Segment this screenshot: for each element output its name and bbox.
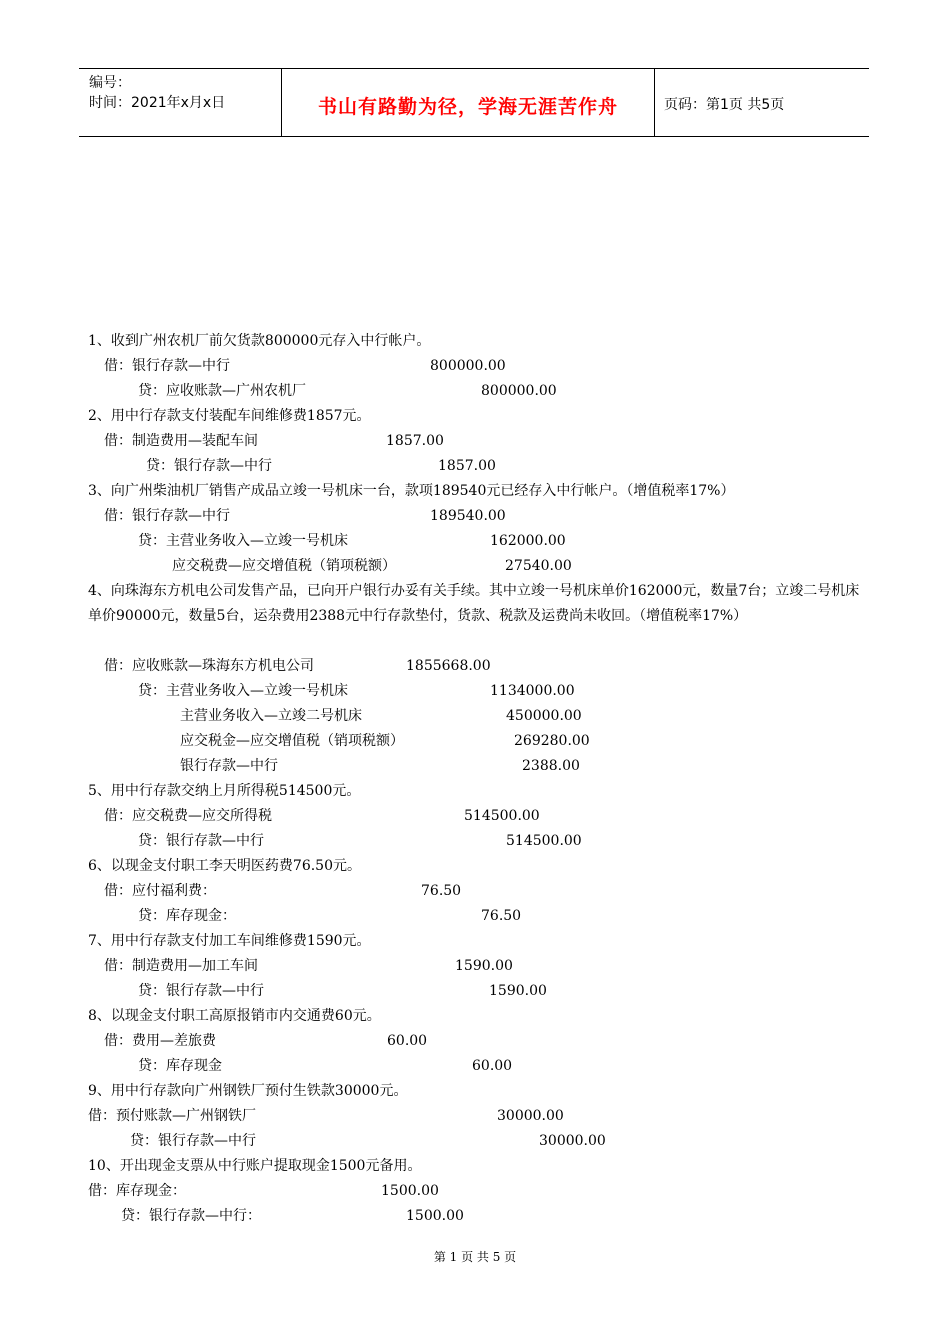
entry-debit-line: 借：费用—差旅费: [104, 1033, 216, 1049]
entry-amount: 189540.00: [430, 508, 506, 524]
entry-credit-line: 应交税费—应交增值税（销项税额）: [172, 558, 396, 574]
entry-credit-line: 贷：银行存款—中行：: [121, 1208, 261, 1224]
entry-credit-line: 贷：银行存款—中行: [138, 983, 264, 999]
entry-amount: 269280.00: [514, 733, 590, 749]
page-header: [79, 68, 869, 137]
entry-credit-line: 贷：应收账款—广州农机厂: [138, 383, 306, 399]
entry-title: 8、以现金支付职工高原报销市内交通费60元。: [88, 1008, 381, 1024]
entry-credit-line: 贷：银行存款—中行: [146, 458, 272, 474]
entry-amount: 514500.00: [506, 833, 582, 849]
entry-debit-line: 借：应付福利费：: [104, 883, 216, 899]
entry-credit-line: 贷：库存现金：: [138, 908, 236, 924]
entry-amount: 1855668.00: [406, 658, 491, 674]
entry-title: 5、用中行存款交纳上月所得税514500元。: [88, 783, 361, 799]
entry-title: 2、用中行存款支付装配车间维修费1857元。: [88, 408, 371, 424]
entry-credit-line: 贷：库存现金: [138, 1058, 222, 1074]
entry-title: 10、开出现金支票从中行账户提取现金1500元备用。: [88, 1158, 422, 1174]
entry-amount: 27540.00: [505, 558, 572, 574]
entry-amount: 1590.00: [489, 983, 547, 999]
entry-credit-line: 应交税金—应交增值税（销项税额）: [180, 733, 404, 749]
entry-credit-line: 银行存款—中行: [180, 758, 278, 774]
header-left-cell: [79, 69, 281, 136]
document-number-label: 编号：: [89, 75, 131, 91]
entry-title: 4、向珠海东方机电公司发售产品，已向开户银行办妥有关手续。其中立竣一号机床单价162000元，数量7台；立竣二号机床单价90000元，数量5台，运杂费用2388元中行存款垫付，货款、税款及运费尚未收回。（增值税率17%）: [88, 583, 860, 624]
entry-title: 6、以现金支付职工李天明医药费76.50元。: [88, 858, 361, 874]
entry-debit-line: 借：银行存款—中行: [104, 508, 230, 524]
entry-debit-line: 借：应交税费—应交所得税: [104, 808, 272, 824]
entry-credit-line: 贷：主营业务收入—立竣一号机床: [138, 533, 348, 549]
header-motto: 书山有路勤为径，学海无涯苦作舟: [317, 96, 618, 118]
entry-credit-line: 贷：银行存款—中行: [130, 1133, 256, 1149]
entry-amount: 1857.00: [386, 433, 444, 449]
entry-amount: 2388.00: [522, 758, 580, 774]
header-center-cell: [281, 69, 655, 136]
entry-amount: 1134000.00: [490, 683, 575, 699]
entry-debit-line: 借：应收账款—珠海东方机电公司: [104, 658, 314, 674]
entry-credit-line: 贷：主营业务收入—立竣一号机床: [138, 683, 348, 699]
entry-amount: 1500.00: [406, 1208, 464, 1224]
entry-credit-line: 贷：银行存款—中行: [138, 833, 264, 849]
entry-title: 9、用中行存款向广州钢铁厂预付生铁款30000元。: [88, 1083, 408, 1099]
entry-credit-line: 主营业务收入—立竣二号机床: [180, 708, 362, 724]
entry-amount: 60.00: [472, 1058, 513, 1074]
header-right-cell: [654, 69, 869, 136]
entry-title: 7、用中行存款支付加工车间维修费1590元。: [88, 933, 371, 949]
entry-amount: 1857.00: [438, 458, 496, 474]
entry-amount: 1500.00: [381, 1183, 439, 1199]
entry-title: 3、向广州柴油机厂销售产成品立竣一号机床一台，款项189540元已经存入中行帐户。（增值税率17%）: [88, 483, 735, 499]
entry-debit-line: 借：库存现金：: [88, 1183, 186, 1199]
document-date-label: 时间：2021年x月x日: [89, 95, 226, 111]
entry-amount: 76.50: [421, 883, 462, 899]
entry-amount: 30000.00: [539, 1133, 606, 1149]
entry-amount: 1590.00: [455, 958, 513, 974]
header-page-label: 页码：第1页 共5页: [664, 97, 785, 113]
entry-amount: 76.50: [481, 908, 522, 924]
page-footer: 第 1 页 共 5 页: [433, 1250, 517, 1264]
entry-debit-line: 借：制造费用—装配车间: [104, 433, 258, 449]
entry-title: 1、收到广州农机厂前欠货款800000元存入中行帐户。: [88, 333, 431, 349]
entry-amount: 450000.00: [506, 708, 582, 724]
entry-amount: 514500.00: [464, 808, 540, 824]
entry-amount: 800000.00: [430, 358, 506, 374]
entry-amount: 60.00: [387, 1033, 428, 1049]
entry-debit-line: 借：预付账款—广州钢铁厂: [88, 1108, 256, 1124]
entry-amount: 162000.00: [490, 533, 566, 549]
entry-debit-line: 借：制造费用—加工车间: [104, 958, 258, 974]
entry-amount: 800000.00: [481, 383, 557, 399]
entry-amount: 30000.00: [497, 1108, 564, 1124]
entry-debit-line: 借：银行存款—中行: [104, 358, 230, 374]
